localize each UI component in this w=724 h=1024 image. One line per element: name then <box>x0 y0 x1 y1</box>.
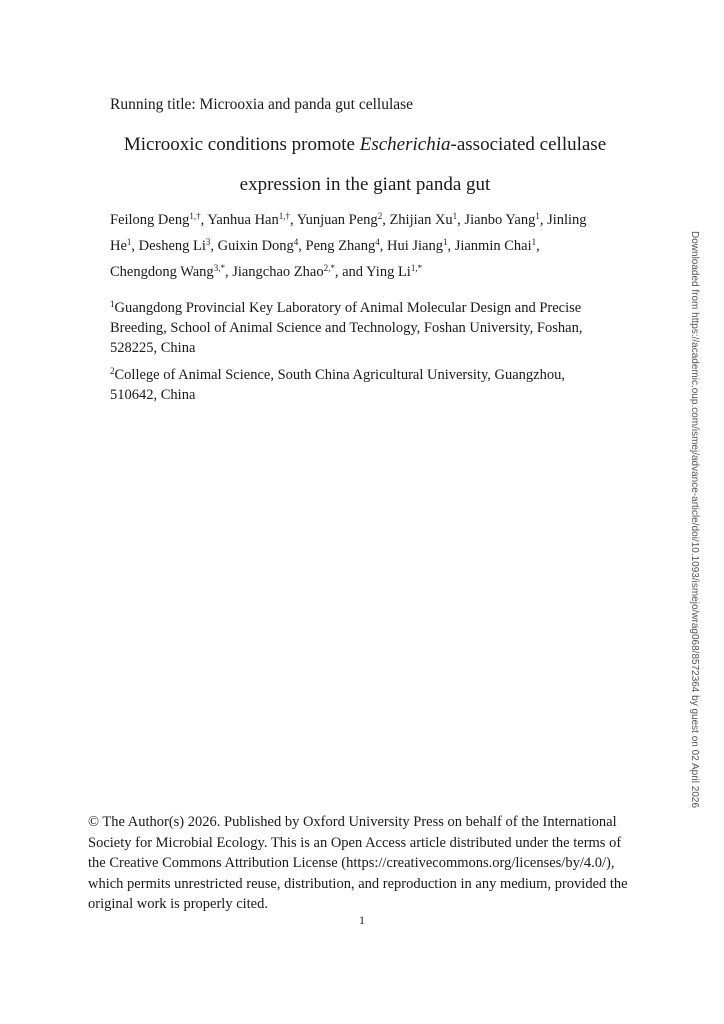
author-affiliation-mark: 1,† <box>278 211 290 221</box>
affiliation-number: 1 <box>110 299 115 309</box>
title-prefix: Microoxic conditions promote <box>123 134 360 155</box>
author-name: Jianmin Chai <box>454 238 532 254</box>
author-name: Jinling <box>547 212 587 228</box>
author-line-3: Chengdong Wang$^{3,*}$, Jiangchao Zhao$^{2,*}$, and Ying $Li^{1,*}$ <box>110 263 423 280</box>
affiliation-text: 528225, China <box>110 340 196 356</box>
paper-title-line-1 <box>100 134 630 156</box>
title-italic-genus: Escherichia <box>359 134 451 155</box>
copyright-license-notice: © The Author(s) 2026. Published by Oxford University Press on behalf of the International Society for Microbial Ecology. This is an Open Access article distributed under the terms of the Creative Commons Attribution License (https://creativecommons.org/licenses/by/4.0/), which permits unrestricted reuse, distribution, and reproduction in any medium, provided the original work is properly cited. <box>88 814 628 912</box>
author-affiliation-mark: 1,† <box>189 211 201 221</box>
download-note-text: Downloaded from https://academic.oup.com/ismej/advance-article/doi/10.1093/ismejo/wrag068/8572364 by guest on 02 April 2026 <box>689 231 700 809</box>
author-affiliation-mark: 1 <box>442 237 448 247</box>
author-affiliation-mark: 4 <box>375 237 380 247</box>
author-name: Ying Li <box>366 264 411 280</box>
author-affiliation-mark: 2,* <box>323 263 335 273</box>
author-name: Feilong Deng <box>110 212 190 228</box>
author-affiliation-mark: 1,* <box>410 263 423 273</box>
author-name: Yunjuan Peng <box>296 212 378 228</box>
author-affiliation-mark: 2 <box>377 211 383 221</box>
author-affiliation-mark: 4 <box>293 237 299 247</box>
author-name: Desheng Li <box>138 238 206 254</box>
affiliation-text: Guangdong Provincial Key Laboratory of Animal Molecular Design and Precise <box>114 300 582 316</box>
author-name: Hui Jiang <box>386 238 443 254</box>
author-name: Chengdong Wang <box>110 264 214 280</box>
title-suffix: -associated cellulase <box>450 134 607 155</box>
affiliation-text: Breeding, School of Animal Science and Technology, Foshan University, Foshan, <box>110 320 583 336</box>
author-affiliation-mark: 3 <box>205 237 211 247</box>
author-name: Yanhua Han <box>207 212 279 228</box>
affiliation-1 <box>110 298 582 358</box>
author-line-1: Feilong Deng$^{1,\dagger}$, Yanhua Han$^{1,\dagger}$, Yunjuan Peng$^2$, Zhijian Xu$^1$, Jianbo Yang$^1$, Jinling <box>110 211 587 228</box>
page-number: 1 <box>359 913 365 927</box>
affiliation-text: College of Animal Science, South China Agricultural University, Guangzhou, <box>114 367 565 383</box>
author-name: Zhijian Xu <box>389 212 453 228</box>
author-affiliation-mark: 3,* <box>213 263 225 273</box>
author-affiliation-mark: 1 <box>531 237 537 247</box>
author-name: Peng Zhang <box>305 238 376 254</box>
affiliation-number: 2 <box>110 366 115 376</box>
author-name: Jiangchao Zhao <box>232 264 324 280</box>
paper-title-line-2: expression in the giant panda gut <box>239 174 491 195</box>
author-list <box>110 207 600 285</box>
author-name: Guixin Dong <box>217 238 294 254</box>
affiliation-text: 510642, China <box>110 387 196 403</box>
author-affiliation-mark: 1 <box>535 211 540 221</box>
affiliation-2 <box>110 365 565 405</box>
author-name: He <box>110 238 127 254</box>
author-line-2: He$^1$, Desheng Li$^3$, Guixin Dong$^4$, Peng Zhang$^4$, Hui Jiang$^1$, Jianmin Chai$^1$, <box>110 237 540 254</box>
running-title: Running title: Microoxia and panda gut cellulase <box>110 96 414 113</box>
author-affiliation-mark: 1 <box>452 211 458 221</box>
author-affiliation-mark: 1 <box>126 237 132 247</box>
author-name: Jianbo Yang <box>464 212 536 228</box>
